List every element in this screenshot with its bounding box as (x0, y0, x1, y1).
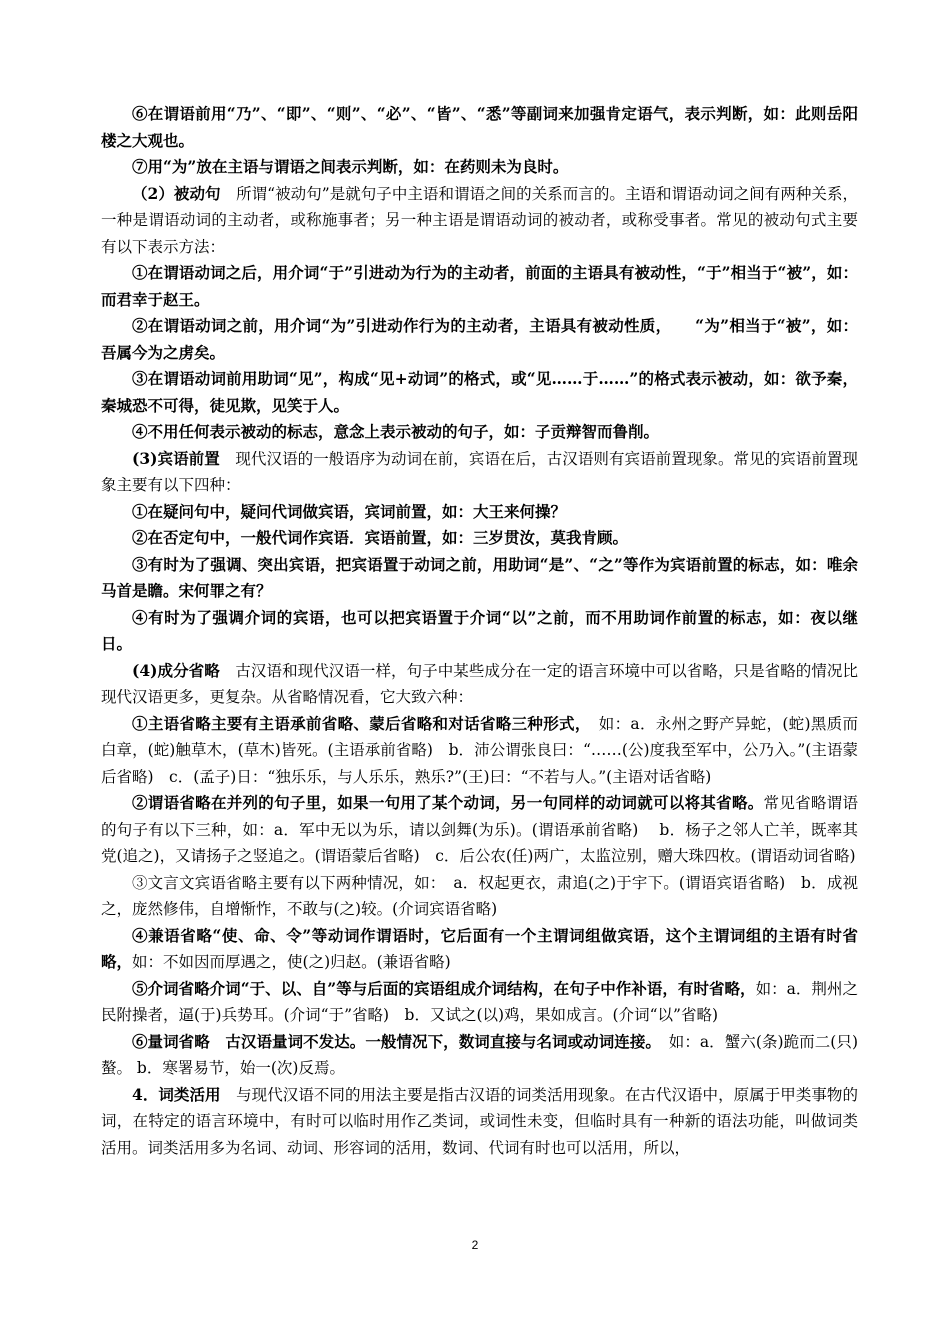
paragraph: ⑤介词省略介词“于、以、自”等与后面的宾语组成介词结构，在句子中作补语，有时省略，如：a．荆州之民附操者，逼(于)兵势耳。(介词“于”省略) b．又试之(以)鸡，果如成言。(介词“以”省略) (101, 978, 858, 1024)
paragraph: ④有时为了强调介词的宾语，也可以把宾语置于介词“以”之前，而不用助词作前置的标志，如：夜以继日。 (101, 607, 858, 653)
paragraph: ⑦用“为”放在主语与谓语之间表示判断，如：在药则未为良时。 (132, 157, 569, 176)
section-word-class-conversion: 4．词类活用 与现代汉语不同的用法主要是指古汉语的词类活用现象。在古代汉语中，原属于甲类事物的词，在特定的语言环境中，有时可以临时用作乙类词，或词性未变，但临时具有一种新的语法功能，叫做词类活用。词类活用多为名词、动词、形容词的活用，数词、代词有时也可以活用，所以， (101, 1084, 858, 1157)
section-object-preposing: (3)宾语前置 现代汉语的一般语序为动词在前，宾语在后，古汉语则有宾语前置现象。常见的宾语前置现象主要有以下四种： (101, 448, 858, 494)
paragraph: ④不用任何表示被动的标志，意念上表示被动的句子，如：子贡辩智而鲁削。 (132, 422, 660, 441)
paragraph: ③文言文宾语省略主要有以下两种情况，如： a．权起更衣，肃追(之)于宇下。(谓语宾语省略) b．成视之，庞然修伟，自增惭怍，不敢与(之)较。(介词宾语省略) (101, 873, 858, 918)
paragraph: ②在否定句中，一般代词作宾语．宾语前置，如：三岁贯汝，莫我肯顾。 (132, 528, 629, 547)
paragraph: ③有时为了强调、突出宾语，把宾语置于动词之前，用助词“是”、“之”等作为宾语前置的标志，如：唯余马首是瞻。宋何罪之有？ (101, 554, 858, 600)
page-number: 2 (471, 1238, 479, 1252)
paragraph: ②在谓语动词之前，用介词“为”引进动作行为的主动者，主语具有被动性质， “为”相当于“被”，如：吾属今为之虏矣。 (101, 316, 858, 362)
section-omission: (4)成分省略 古汉语和现代汉语一样，句子中某些成分在一定的语言环境中可以省略，只是省略的情况比现代汉语更多，更复杂。从省略情况看，它大致六种： (101, 660, 858, 706)
section-passive: （2）被动句 所谓“被动句”是就句子中主语和谓语之间的关系而言的。主语和谓语动词之间有两种关系，一种是谓语动词的主动者，或称施事者；另一种主语是谓语动词的被动者，或称受事者。常见的被动句式主要有以下表示方法： (101, 183, 858, 256)
paragraph: ③在谓语动词前用助词“见”，构成“见+动词”的格式，或“见……于……”的格式表示被动，如：欲予秦，秦城恐不可得，徒见欺，见笑于人。 (101, 369, 858, 415)
paragraph: ①在谓语动词之后，用介词“于”引进动为行为的主动者，前面的主语具有被动性，“于”相当于“被”，如：而君幸于赵王。 (101, 263, 858, 309)
body-text (101, 101, 858, 1161)
paragraph: ⑥量词省略 古汉语量词不发达。一般情况下，数词直接与名词或动词连接。 如：a．蟹六(条)跪而二(只)螯。 b．寒署易节，始一(次)反焉。 (101, 1031, 858, 1077)
paragraph: ②谓语省略在并列的句子里，如果一句用了某个动词，另一句同样的动词就可以将其省略。常见省略谓语的句子有以下三种，如：a．军中无以为乐，请以剑舞(为乐)。(谓语承前省略) b．杨子之邻人亡羊，既率其党(追之)，又请扬子之竖追之。(谓语蒙后省略) c．后公农(任)两广，太监泣别，赠大珠四枚。(谓语动词省略) (101, 793, 858, 865)
paragraph: ④兼语省略“使、命、令”等动词作谓语时，它后面有一个主谓词组做宾语，这个主谓词组的主语有时省略，如：不如因而厚遇之，使(之)归赵。(兼语省略) (101, 925, 858, 971)
paragraph: ①主语省略主要有主语承前省略、蒙后省略和对话省略三种形式， 如：a．永州之野产异蛇，(蛇)黑质而白章，(蛇)触草木，(草木)皆死。(主语承前省略) b．沛公谓张良曰：“……(公)度我至军中，公乃入。”(主语蒙后省略) c．(孟子)日：“独乐乐，与人乐乐，熟乐?”(王)曰：“不若与人。”(主语对话省略) (101, 713, 858, 786)
paragraph: ⑥在谓语前用“乃”、“即”、“则”、“必”、“皆”、“悉”等副词来加强肯定语气，表示判断，如：此则岳阳楼之大观也。 (101, 104, 858, 150)
paragraph: ①在疑问句中，疑问代词做宾语，宾词前置，如：大王来何操？ (132, 501, 567, 521)
